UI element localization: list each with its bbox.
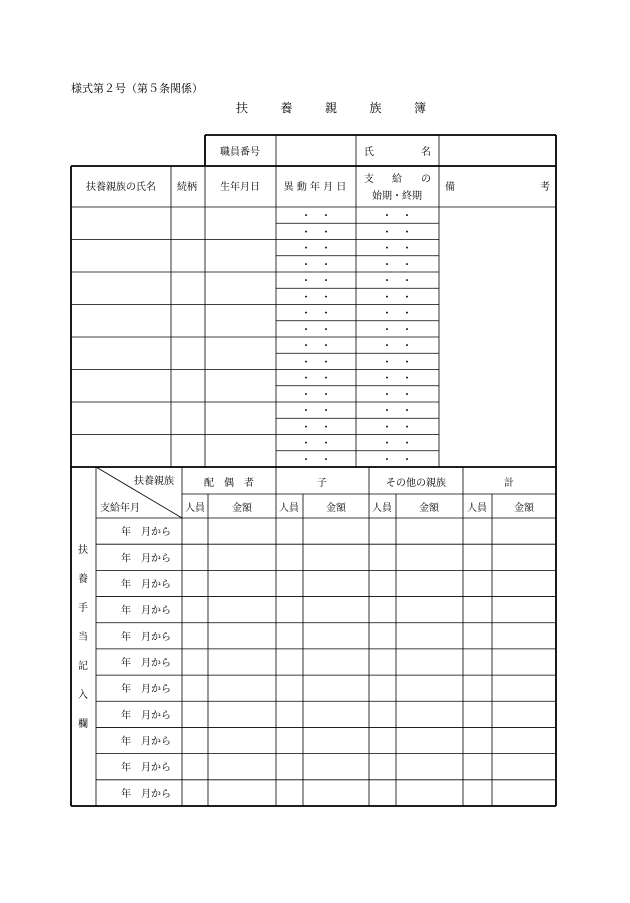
col-remarks-char: 考 <box>540 182 550 193</box>
month-from-label: 年 月から <box>121 527 171 539</box>
change-date-mark: ・ ・ <box>301 211 331 223</box>
month-from-label: 年 月から <box>121 710 171 722</box>
category-header: その他の親族 <box>386 478 446 489</box>
side-label-char: 手 <box>78 603 88 614</box>
side-label-char: 養 <box>78 574 88 585</box>
side-label-char: 欄 <box>78 719 88 730</box>
diag-header-dependents: 扶養親族 <box>134 476 174 487</box>
payment-date-mark: ・ ・ <box>382 243 412 255</box>
month-from-label: 年 月から <box>121 579 171 591</box>
name-label-second: 名 <box>421 147 431 158</box>
payment-date-mark: ・ ・ <box>382 454 412 466</box>
month-from-label: 年 月から <box>121 658 171 669</box>
side-label-char: 当 <box>78 632 88 643</box>
count-header: 人員 <box>279 503 299 514</box>
col-remarks-char: 備 <box>445 182 455 193</box>
side-label-char: 入 <box>78 690 88 701</box>
change-date-mark: ・ ・ <box>301 243 331 255</box>
side-label-char: 扶 <box>78 545 88 556</box>
payment-date-mark: ・ ・ <box>382 308 412 320</box>
payment-date-mark: ・ ・ <box>382 341 412 353</box>
payment-date-mark: ・ ・ <box>382 389 412 401</box>
month-from-label: 年 月から <box>121 736 171 748</box>
count-header: 人員 <box>467 503 487 514</box>
title-char: 簿 <box>413 101 426 115</box>
amount-header: 金額 <box>326 503 346 514</box>
payment-date-mark: ・ ・ <box>382 357 412 369</box>
month-from-label: 年 月から <box>121 762 171 774</box>
form-number-label: 様式第２号（第５条関係） <box>71 82 203 95</box>
payment-date-mark: ・ ・ <box>382 373 412 385</box>
title-char: 親 <box>324 101 337 115</box>
change-date-mark: ・ ・ <box>301 438 331 450</box>
month-from-label: 年 月から <box>121 553 171 565</box>
change-date-mark: ・ ・ <box>301 389 331 401</box>
title-char: 族 <box>369 101 382 115</box>
col-payment-period: 始期・終期 <box>372 191 422 202</box>
category-header: 子 <box>317 478 327 489</box>
change-date-mark: ・ ・ <box>301 422 331 434</box>
col-dependent-name: 扶養親族の氏名 <box>86 182 156 193</box>
payment-date-mark: ・ ・ <box>382 422 412 434</box>
col-payment-char: 支 <box>364 174 374 185</box>
change-date-mark: ・ ・ <box>301 259 331 271</box>
category-header: 計 <box>504 478 514 489</box>
amount-header: 金額 <box>514 503 534 514</box>
col-payment-char: 給 <box>392 174 402 185</box>
amount-header: 金額 <box>232 503 252 514</box>
side-label-char: 記 <box>78 661 88 672</box>
change-date-mark: ・ ・ <box>301 357 331 369</box>
col-birthdate: 生年月日 <box>220 182 260 193</box>
change-date-mark: ・ ・ <box>301 406 331 418</box>
change-date-mark: ・ ・ <box>301 276 331 288</box>
payment-date-mark: ・ ・ <box>382 324 412 336</box>
name-label-first: 氏 <box>364 147 374 158</box>
payment-date-mark: ・ ・ <box>382 438 412 450</box>
payment-date-mark: ・ ・ <box>382 227 412 239</box>
month-from-label: 年 月から <box>121 684 171 696</box>
change-date-mark: ・ ・ <box>301 227 331 239</box>
diag-header-month: 支給年月 <box>100 503 140 514</box>
col-payment-char: の <box>421 174 431 185</box>
change-date-mark: ・ ・ <box>301 308 331 320</box>
change-date-mark: ・ ・ <box>301 454 331 466</box>
count-header: 人員 <box>372 503 392 514</box>
staff-number-label: 職員番号 <box>220 147 260 158</box>
payment-date-mark: ・ ・ <box>382 211 412 223</box>
change-date-mark: ・ ・ <box>301 292 331 304</box>
amount-header: 金額 <box>419 503 439 514</box>
payment-date-mark: ・ ・ <box>382 259 412 271</box>
payment-date-mark: ・ ・ <box>382 276 412 288</box>
change-date-mark: ・ ・ <box>301 324 331 336</box>
col-change-date: 異 動 年 月 日 <box>283 182 347 193</box>
title-char: 養 <box>280 101 293 115</box>
title-char: 扶 <box>236 101 249 115</box>
category-header: 配 偶 者 <box>204 478 254 489</box>
month-from-label: 年 月から <box>121 605 171 617</box>
month-from-label: 年 月から <box>121 788 171 800</box>
payment-date-mark: ・ ・ <box>382 406 412 418</box>
payment-date-mark: ・ ・ <box>382 292 412 304</box>
count-header: 人員 <box>185 503 205 514</box>
col-relation: 続柄 <box>177 182 197 193</box>
change-date-mark: ・ ・ <box>301 373 331 385</box>
month-from-label: 年 月から <box>121 631 171 643</box>
change-date-mark: ・ ・ <box>301 341 331 353</box>
